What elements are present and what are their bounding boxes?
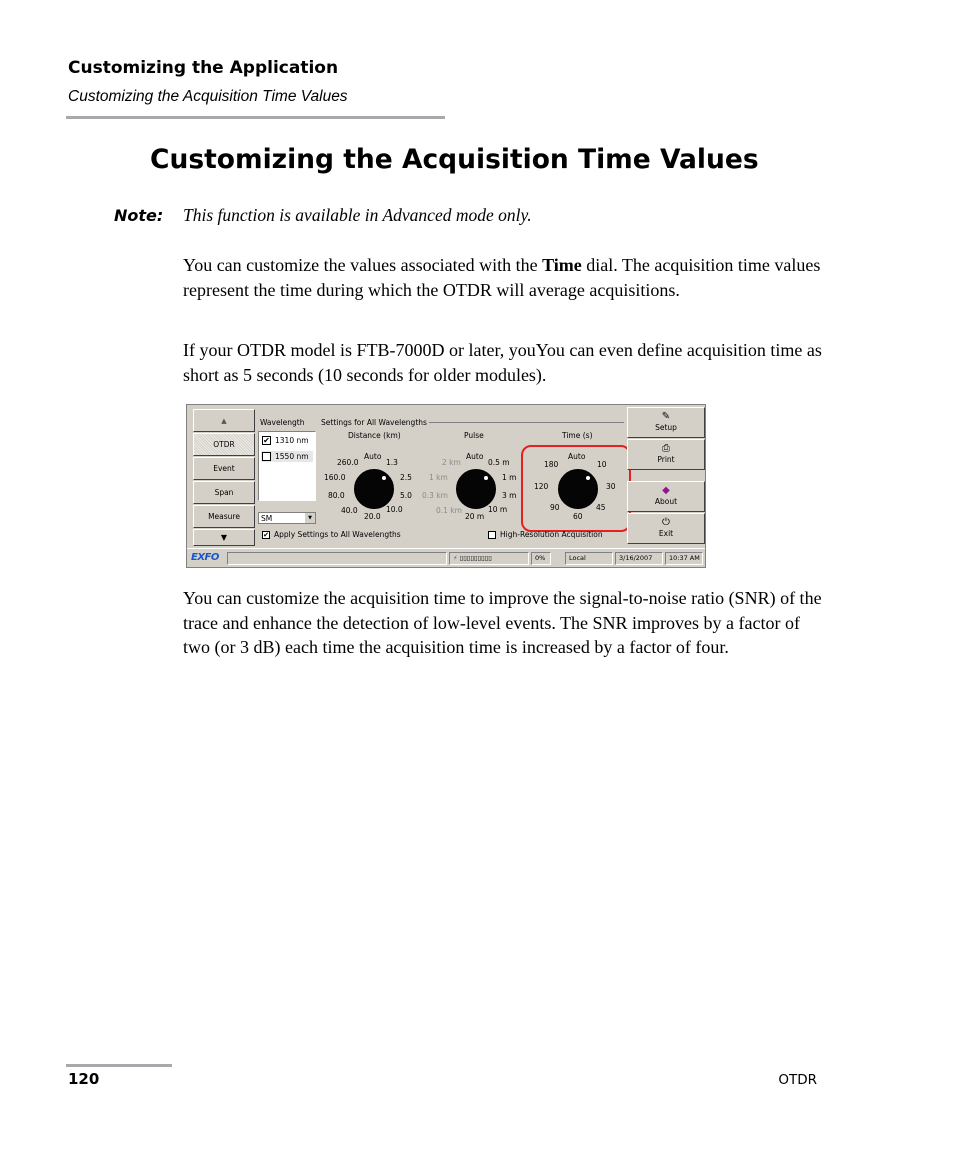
time-value-90: 90 — [550, 503, 560, 512]
distance-value-2-5: 2.5 — [400, 473, 412, 482]
distance-knob[interactable] — [354, 469, 394, 509]
pulse-label: Pulse — [464, 431, 484, 440]
time-status: 10:37 AM — [665, 552, 703, 565]
settings-divider — [429, 422, 624, 423]
distance-value-1-3: 1.3 — [386, 458, 398, 467]
fiber-type-select[interactable] — [258, 512, 316, 524]
pulse-knob[interactable] — [456, 469, 496, 509]
pulse-value-0-5m: 0.5 m — [488, 458, 510, 467]
nav-up-button[interactable] — [193, 409, 255, 432]
right-button-column — [627, 407, 705, 545]
wavelength-1310-label: 1310 nm — [275, 436, 309, 445]
pulse-value-auto: Auto — [466, 452, 484, 461]
para1-text-a: You can customize the values associated with the — [183, 255, 543, 275]
time-dial-highlight — [521, 445, 631, 532]
date-status: 3/16/2007 — [615, 552, 663, 565]
distance-label: Distance (km) — [348, 431, 401, 440]
book-icon: ◆ — [662, 485, 670, 496]
time-value-10: 10 — [597, 460, 607, 469]
para1-bold-time: Time — [542, 255, 582, 275]
paragraph-time-dial — [183, 253, 823, 302]
pulse-value-2km: 2 km — [442, 458, 461, 467]
print-label: Print — [657, 455, 675, 464]
page-title: Customizing the Acquisition Time Values — [150, 144, 759, 175]
setup-icon: ✎ — [661, 411, 671, 422]
time-value-auto: Auto — [568, 452, 586, 461]
nav-item-otdr[interactable]: OTDR — [193, 433, 255, 456]
distance-value-5-0: 5.0 — [400, 491, 412, 500]
high-res-label: High-Resolution Acquisition — [500, 530, 603, 539]
time-value-60: 60 — [573, 512, 583, 521]
time-value-45: 45 — [596, 503, 606, 512]
plug-icon: ⚡ — [453, 554, 458, 562]
otdr-settings-screenshot — [186, 404, 706, 568]
fiber-type-value: SM — [261, 514, 273, 523]
wavelength-list — [258, 431, 316, 501]
exit-label: Exit — [658, 529, 674, 538]
about-button[interactable] — [627, 481, 705, 512]
pulse-value-3m: 3 m — [502, 491, 517, 500]
paragraph-snr: You can customize the acquisition time to improve the signal-to-noise ratio (SNR) of the trace and enhance the detection of low-level events. The SNR improves by a factor of two (or 3 dB) each time the acquisition time is increased by a factor of four. — [183, 588, 822, 657]
settings-all-label: Settings for All Wavelengths — [321, 418, 427, 427]
about-label: About — [654, 497, 678, 506]
distance-value-40-0: 40.0 — [341, 506, 358, 515]
wavelength-item-1310[interactable] — [261, 435, 313, 446]
high-res-checkbox[interactable] — [488, 531, 496, 539]
wavelength-1550-label: 1550 nm — [275, 452, 309, 461]
nav-item-event[interactable]: Event — [193, 457, 255, 480]
note-label: Note: — [114, 206, 164, 225]
pulse-knob-indicator — [484, 476, 488, 480]
wavelength-label: Wavelength — [260, 418, 305, 427]
status-bar — [187, 548, 705, 568]
exit-button[interactable] — [627, 513, 705, 544]
nav-column — [193, 409, 255, 546]
distance-value-80-0: 80.0 — [328, 491, 345, 500]
chevron-down-icon[interactable]: ▼ — [305, 513, 315, 523]
running-header-section: Customizing the Application — [68, 58, 339, 78]
checkbox-1310[interactable]: ✔ — [263, 436, 270, 445]
status-message-box — [227, 552, 447, 565]
battery-status: 0% — [531, 552, 551, 565]
power-icon: ⏻ — [662, 517, 670, 528]
checkbox-1550[interactable] — [262, 452, 271, 461]
header-rule — [66, 116, 445, 119]
paragraph-ftb-7000d: If your OTDR model is FTB-7000D or later, youYou can even define acquisition time as short as 5 seconds (10 seconds for older modules). — [183, 340, 822, 385]
running-header-subsection: Customizing the Acquisition Time Values — [68, 88, 348, 105]
distance-value-10-0: 10.0 — [386, 505, 403, 514]
pulse-value-10m: 10 m — [488, 505, 508, 514]
setup-label: Setup — [655, 423, 677, 432]
time-value-30: 30 — [606, 482, 616, 491]
note-text: This function is available in Advanced mode only. — [183, 205, 532, 225]
nav-down-button[interactable] — [193, 529, 255, 546]
nav-item-measure[interactable]: Measure — [193, 505, 255, 528]
setup-button[interactable] — [627, 407, 705, 438]
time-label: Time (s) — [562, 431, 593, 440]
pulse-value-1m: 1 m — [502, 473, 517, 482]
apply-all-label: Apply Settings to All Wavelengths — [274, 530, 401, 539]
pulse-value-1km: 1 km — [429, 473, 448, 482]
triangle-up-icon: ▲ — [221, 417, 227, 425]
distance-value-160-0: 160.0 — [324, 473, 346, 482]
distance-value-20-0: 20.0 — [364, 512, 381, 521]
apply-all-checkbox[interactable]: ✔ — [263, 531, 269, 539]
pulse-value-20m: 20 m — [465, 512, 485, 521]
distance-value-260-0: 260.0 — [337, 458, 359, 467]
pulse-value-0-3km: 0.3 km — [422, 491, 448, 500]
printer-icon: ⎙ — [662, 443, 670, 454]
mode-status: Local — [565, 552, 613, 565]
page-number: 120 — [68, 1070, 100, 1088]
time-value-120: 120 — [534, 482, 549, 491]
triangle-down-icon: ▼ — [220, 533, 228, 542]
para1-text-b: dial. The acquisition time values represent the time during which the OTDR will average acquisitions. — [183, 255, 821, 300]
distance-value-auto: Auto — [364, 452, 382, 461]
nav-item-span[interactable]: Span — [193, 481, 255, 504]
exfo-logo: EXFO — [191, 552, 219, 563]
print-button[interactable] — [627, 439, 705, 470]
time-value-180: 180 — [544, 460, 559, 469]
distance-knob-indicator — [382, 476, 386, 480]
pulse-value-0-1km: 0.1 km — [436, 506, 462, 515]
status-connection-box: ⚡ ▯▯▯▯▯▯▯▯▯ — [449, 552, 529, 565]
footer-rule — [66, 1064, 172, 1067]
footer-product: OTDR — [778, 1072, 817, 1088]
wavelength-item-1550[interactable] — [261, 451, 313, 462]
